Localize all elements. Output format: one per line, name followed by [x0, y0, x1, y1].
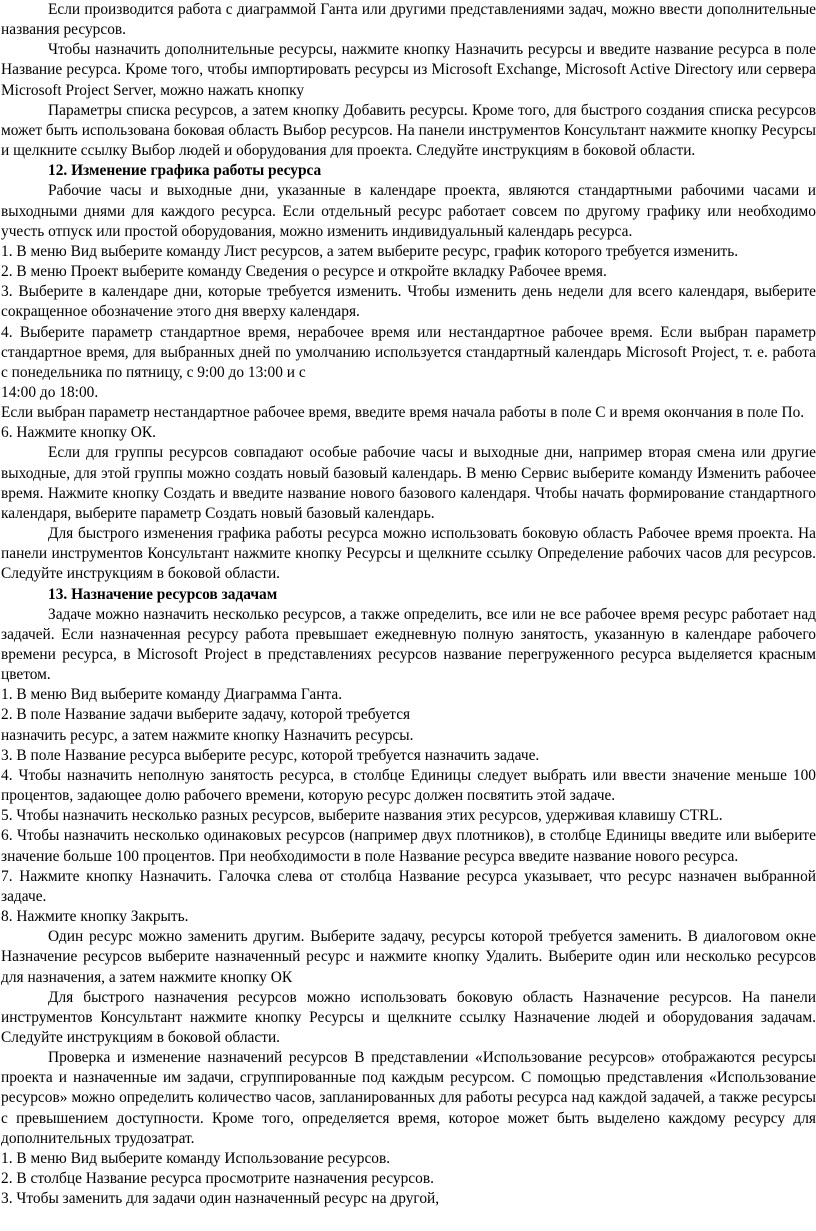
paragraph-check-assignments: Проверка и изменение назначений ресурсов В представлении «Использование ресурсов» отображаются ресурсы проекта и назначенные им задачи, сгруппированные под каждым ресурсом. С помощью представления «Использование ресурсов» можно определить количество часов, запланированных для работы ресурса над каждой задачей, а также ресурсы с превышением доступности. Кроме того, определяется время, которое может быть выделено каждому ресурсу для дополнительных трудозатрат.: [1, 1049, 816, 1147]
list-item-4-continuation: 14:00 до 18:00.: [1, 383, 99, 401]
check-step-1: 1. В меню Вид выберите команду Использование ресурсов.: [1, 1149, 391, 1167]
assign-step-2: 2. В поле Название задачи выберите задачу, которой требуется: [1, 706, 411, 724]
paragraph-intro-gantt: Если производится работа с диаграммой Ганта или другими представлениями задач, можно ввести дополнительные названия ресурсов.: [1, 1, 816, 39]
list-item-2: 2. В меню Проект выберите команду Сведения о ресурсе и откройте вкладку Рабочее время.: [1, 263, 607, 281]
paragraph-quick-schedule-change: Для быстрого изменения графика работы ресурса можно использовать боковую область Рабочее время проекта. На панели инструментов Консультант нажмите кнопку Ресурсы и щелкните ссылку Определение рабочих часов для ресурсов. Следуйте инструкциям в боковой области.: [1, 525, 816, 583]
paragraph-base-calendar: Если для группы ресурсов совпадают особые рабочие часы и выходные дни, например вторая смена или другие выходные, для этой группы можно создать новый базовый календарь. В меню Сервис выберите команду Изменить рабочее время. Нажмите кнопку Создать и введите название нового базового календаря. Чтобы начать формирование стандартного календаря, выберите параметр Создать новый базовый календарь.: [1, 444, 816, 522]
assign-step-2-continuation: назначить ресурс, а затем нажмите кнопку Назначить ресурсы.: [1, 726, 414, 744]
check-step-3: 3. Чтобы заменить для задачи один назначенный ресурс на другой,: [1, 1190, 440, 1208]
paragraph-resource-list-options: Параметры списка ресурсов, а затем кнопку Добавить ресурсы. Кроме того, для быстрого создания списка ресурсов может быть использована боковая область Выбор ресурсов. На панели инструментов Консультант нажмите кнопку Ресурсы и щелкните ссылку Выбор людей и оборудования для проекта. Следуйте инструкциям в боковой области.: [1, 101, 816, 160]
assign-step-8: 8. Нажмите кнопку Закрыть.: [1, 908, 189, 926]
list-item-6: 6. Нажмите кнопку ОК.: [1, 424, 157, 442]
paragraph-assign-additional-resources: Чтобы назначить дополнительные ресурсы, нажмите кнопку Назначить ресурсы и введите название ресурса в поле Название ресурса. Кроме того, чтобы импортировать ресурсы из Microsoft Exchange, Microsoft Active Directory или сервера Microsoft Project Server, можно нажать кнопку: [1, 41, 816, 99]
assign-step-6: 6. Чтобы назначить несколько одинаковых ресурсов (например двух плотников), в столбце Единицы введите или выберите значение больше 100 процентов. При необходимости в поле Название ресурса введите название нового ресурса.: [1, 827, 816, 865]
paragraph-quick-assign: Для быстрого назначения ресурсов можно использовать боковую область Назначение ресурсов. На панели инструментов Консультант нажмите кнопку Ресурсы и щелкните ссылку Назначение людей и оборудования задачам. Следуйте инструкциям в боковой области.: [1, 988, 816, 1046]
paragraph-working-hours: Рабочие часы и выходные дни, указанные в календаре проекта, являются стандартными рабочими часами и выходными днями для каждого ресурса. Если отдельный ресурс работает совсем по другому графику или необходимо учесть отпуск или простой оборудования, можно изменить индивидуальный календарь ресурса.: [1, 182, 816, 240]
assign-step-5: 5. Чтобы назначить несколько разных ресурсов, выберите названия этих ресурсов, удерживая клавишу CTRL.: [1, 807, 723, 825]
assign-step-4: 4. Чтобы назначить неполную занятость ресурса, в столбце Единицы следует выбрать или ввести значение меньше 100 процентов, задающее долю рабочего времени, которую ресурс должен посвятить этой задаче.: [1, 766, 816, 805]
section-heading-13: 13. Назначение ресурсов задачам: [48, 585, 278, 603]
assign-step-3: 3. В поле Название ресурса выберите ресурс, которой требуется назначить задаче.: [1, 746, 540, 764]
section-heading-12: 12. Изменение графика работы ресурса: [48, 162, 322, 180]
list-item-1: 1. В меню Вид выберите команду Лист ресурсов, а затем выберите ресурс, график которого требуется изменить.: [1, 242, 739, 260]
assign-step-7: 7. Нажмите кнопку Назначить. Галочка слева от столбца Название ресурса указывает, что ресурс назначен выбранной задаче.: [1, 867, 816, 905]
paragraph-replace-resource: Один ресурс можно заменить другим. Выберите задачу, ресурсы которой требуется заменить. В диалоговом окне Назначение ресурсов выберите назначенный ресурс и нажмите кнопку Удалить. Выберите один или несколько ресурсов для назначения, а затем нажмите кнопку ОК: [1, 928, 816, 986]
list-item-3: 3. Выберите в календаре дни, которые требуется изменить. Чтобы изменить день недели для всего календаря, выберите сокращенное обозначение этого дня вверху календаря.: [1, 283, 816, 321]
list-item-4: 4. Выберите параметр стандартное время, нерабочее время или нестандартное рабочее время. Если выбран параметр стандартное время, для выбранных дней по умолчанию используется стандартный календарь Microsoft Project, т. е. работа с понедельника по пятницу, с 9:00 до 13:00 и с: [1, 323, 816, 381]
list-item-nonstandard-time: Если выбран параметр нестандартное рабочее время, введите время начала работы в поле С и время окончания в поле По.: [1, 404, 805, 422]
assign-step-1: 1. В меню Вид выберите команду Диаграмма Ганта.: [1, 686, 343, 704]
paragraph-assign-resources: Задаче можно назначить несколько ресурсов, а также определить, все или не все рабочее время ресурс работает над задачей. Если назначенная ресурсу работа превышает ежедневную полную занятость, указанную в календаре рабочего времени ресурса, в Microsoft Project в представлениях ресурсов название перегруженного ресурса выделяется красным цветом.: [1, 605, 816, 684]
check-step-2: 2. В столбце Название ресурса просмотрите назначения ресурсов.: [1, 1170, 434, 1188]
